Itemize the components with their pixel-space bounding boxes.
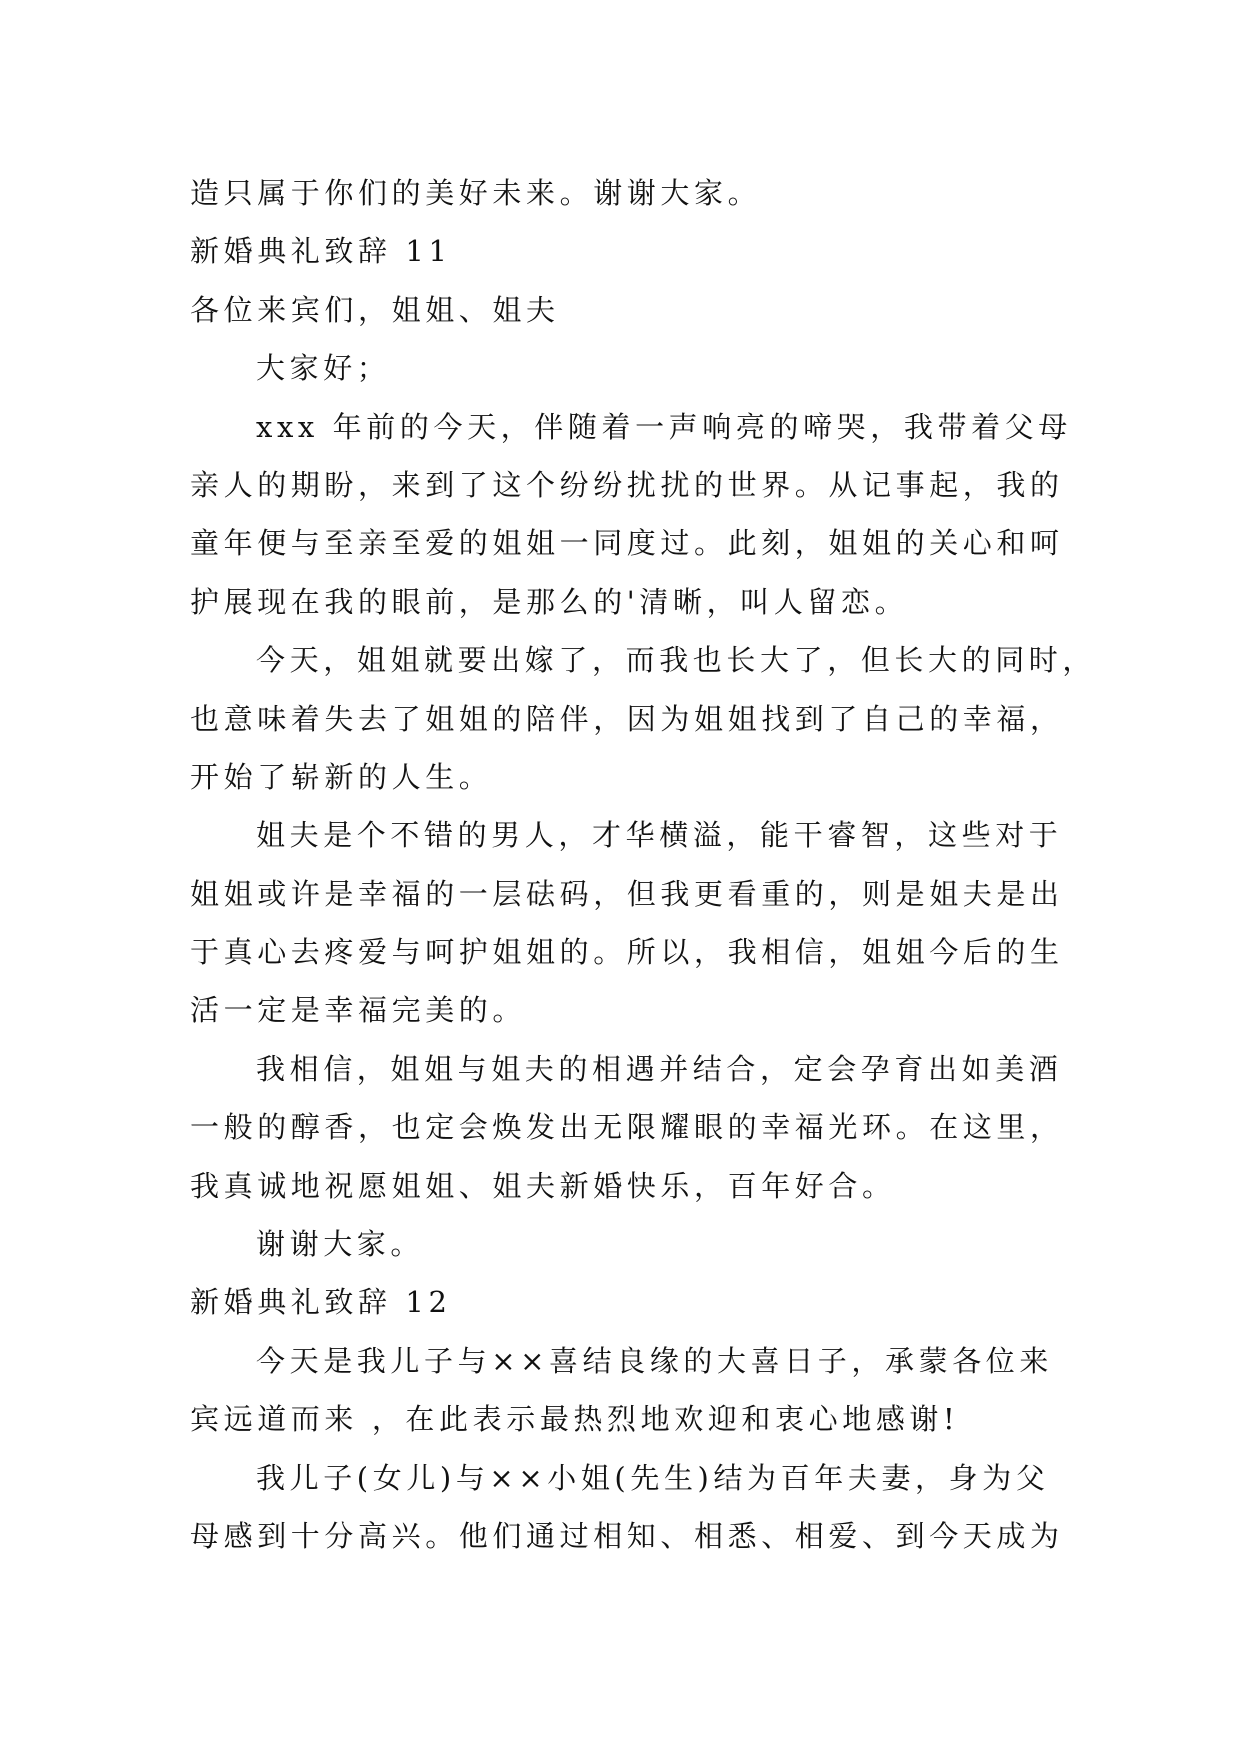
text-line: 今天，姐姐就要出嫁了，而我也长大了，但长大的同时， <box>256 643 1097 678</box>
text-line: 护展现在我的眼前，是那么的'清晰，叫人留恋。 <box>190 584 909 619</box>
text-line: 今天是我儿子与××喜结良缘的大喜日子，承蒙各位来 <box>256 1343 1053 1378</box>
text-line: 活一定是幸福完美的。 <box>190 993 527 1028</box>
text-line: 一般的醇香，也定会焕发出无限耀眼的幸福光环。在这里， <box>190 1110 1064 1145</box>
text-line: 谢谢大家。 <box>256 1227 425 1262</box>
text-line: 我真诚地祝愿姐姐、姐夫新婚快乐，百年好合。 <box>190 1168 896 1203</box>
text-line: 我儿子(女儿)与××小姐(先生)结为百年夫妻，身为父 <box>256 1460 1050 1495</box>
text-line: 母感到十分高兴。他们通过相知、相悉、相爱、到今天成为 <box>190 1518 1064 1553</box>
text-line: 姐夫是个不错的男人，才华横溢，能干睿智，这些对于 <box>256 818 1063 853</box>
section-heading: 新婚典礼致辞 11 <box>190 234 452 269</box>
text-line: 宾远道而来 ，在此表示最热烈地欢迎和衷心地感谢! <box>190 1402 960 1437</box>
greeting: 大家好； <box>256 351 391 386</box>
section-heading: 新婚典礼致辞 12 <box>190 1285 452 1320</box>
text-line: 姐姐或许是幸福的一层砝码，但我更看重的，则是姐夫是出 <box>190 876 1064 911</box>
text-line: 亲人的期盼，来到了这个纷纷扰扰的世界。从记事起，我的 <box>190 467 1064 502</box>
text-line: 童年便与至亲至爱的姐姐一同度过。此刻，姐姐的关心和呵 <box>190 526 1064 561</box>
text-line: 我相信，姐姐与姐夫的相遇并结合，定会孕育出如美酒 <box>256 1051 1063 1086</box>
text-line: 开始了崭新的人生。 <box>190 759 493 794</box>
salutation: 各位来宾们，姐姐、姐夫 <box>190 292 560 327</box>
text-line: xxx 年前的今天，伴随着一声响亮的啼哭，我带着父母 <box>256 409 1072 444</box>
document-body <box>190 164 1097 1565</box>
text-line: 于真心去疼爱与呵护姐姐的。所以，我相信，姐姐今后的生 <box>190 935 1064 970</box>
text-line: 也意味着失去了姐姐的陪伴，因为姐姐找到了自己的幸福， <box>190 701 1064 736</box>
text-line: 造只属于你们的美好未来。谢谢大家。 <box>190 176 762 210</box>
